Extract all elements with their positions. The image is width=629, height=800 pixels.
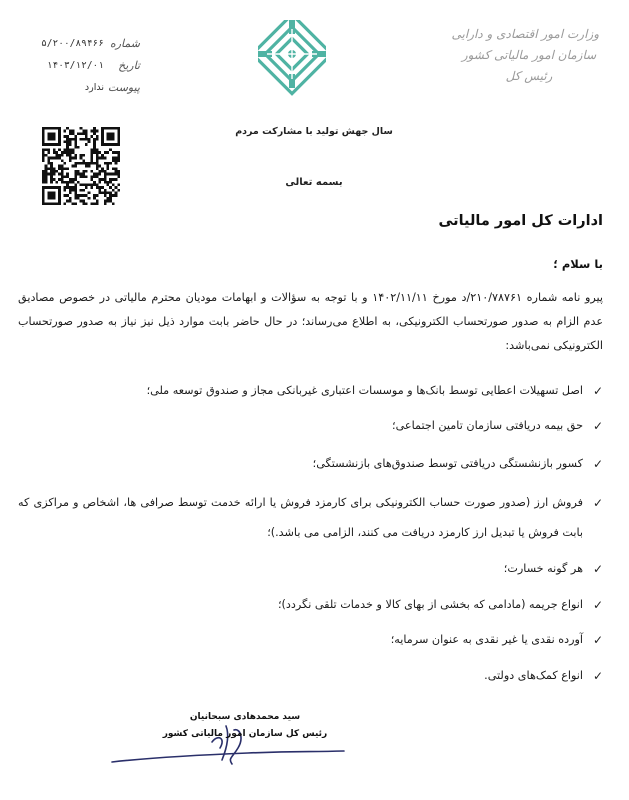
list-item [18, 453, 603, 475]
list-item-text: آورده نقدی یا غیر نقدی به عنوان سرمایه؛ [390, 633, 583, 646]
list-item-text: اصل تسهیلات اعطایی توسط بانک‌ها و موسسات اعتباری غیربانکی مجاز و صندوق توسعه ملی؛ [146, 384, 583, 397]
date-label: تاریخ [118, 58, 140, 72]
list-item [18, 558, 603, 580]
attachment-value: ندارد [84, 81, 104, 93]
greeting: با سلام ؛ [553, 257, 603, 271]
list-item [18, 629, 603, 651]
list-item-text: کسور بازنشستگی دریافتی توسط صندوق‌های بازنشستگی؛ [312, 457, 583, 470]
number-value: ۵/۲۰۰/۸۹۴۶۶ [41, 37, 104, 49]
ministry-header [451, 24, 599, 87]
attachment-row [30, 76, 140, 98]
signer-name: سید محمدهادی سبحانیان [189, 712, 301, 722]
list-item-text: حق بیمه دریافتی سازمان تامین اجتماعی؛ [392, 419, 583, 432]
basmala: بسمه تعالی [285, 177, 343, 188]
letter-meta [30, 32, 140, 98]
list-item [18, 488, 603, 548]
attachment-label: پیوست [107, 80, 140, 94]
number-label: شماره [109, 36, 140, 50]
number-row [30, 32, 140, 54]
list-item [18, 665, 603, 687]
tax-organization-logo-icon [258, 20, 326, 98]
list-item [18, 380, 603, 402]
check-icon: ✓ [592, 633, 603, 647]
list-item-text: انواع کمک‌های دولتی. [484, 669, 583, 682]
exemption-list [18, 380, 603, 687]
list-item [18, 415, 603, 437]
ministry-line: سازمان امور مالیاتی کشور [461, 48, 597, 62]
check-icon: ✓ [592, 384, 603, 398]
signer-title: رئیس کل سازمان امور مالیاتی کشور [162, 729, 328, 739]
check-icon: ✓ [592, 669, 603, 683]
check-icon: ✓ [592, 457, 603, 471]
check-icon: ✓ [592, 598, 603, 612]
qr-code-icon [42, 127, 120, 205]
check-icon: ✓ [592, 419, 603, 433]
list-item-text: هر گونه خسارت؛ [503, 562, 583, 575]
date-value: ۱۴۰۳/۱۲/۰۱ [46, 59, 104, 71]
signer-block [150, 712, 340, 739]
check-icon: ✓ [592, 562, 603, 576]
intro-paragraph: پیرو نامه شماره ۲۱۰/۷۸۷۶۱/د مورخ ۱۴۰۲/۱۱/۱۱ و با توجه به سؤالات و ابهامات مودیان محترم مالیاتی در خصوص مصادیق عدم الزام به صدور صورتحساب الکترونیکی، به اطلاع می‌رساند؛ در حال حاضر بابت موارد ذیل نیز نیاز به صدور صورتحساب الکترونیکی نمی‌باشد: [18, 291, 604, 352]
check-icon: ✓ [592, 496, 603, 510]
list-item [18, 594, 603, 616]
list-item-text: انواع جریمه (مادامی که بخشی از بهای کالا و خدمات تلقی نگردد)؛ [277, 598, 583, 611]
date-row [30, 54, 140, 76]
list-item-text: فروش ارز (صدور صورت حساب الکترونیکی برای کارمزد فروش یا ارائه خدمت توسط صرافی ها، اشخاص و مراکزی که بابت فروش یا تبدیل ارز کارمزد دریافت می کنند، الزامی می باشد.)؛ [18, 496, 583, 539]
year-slogan: سال جهش تولید با مشارکت مردم [235, 126, 393, 137]
ministry-line: رئیس کل [505, 69, 553, 83]
addressee: ادارات کل امور مالیاتی [438, 213, 603, 229]
ministry-line: وزارت امور اقتصادی و دارایی [451, 27, 599, 41]
